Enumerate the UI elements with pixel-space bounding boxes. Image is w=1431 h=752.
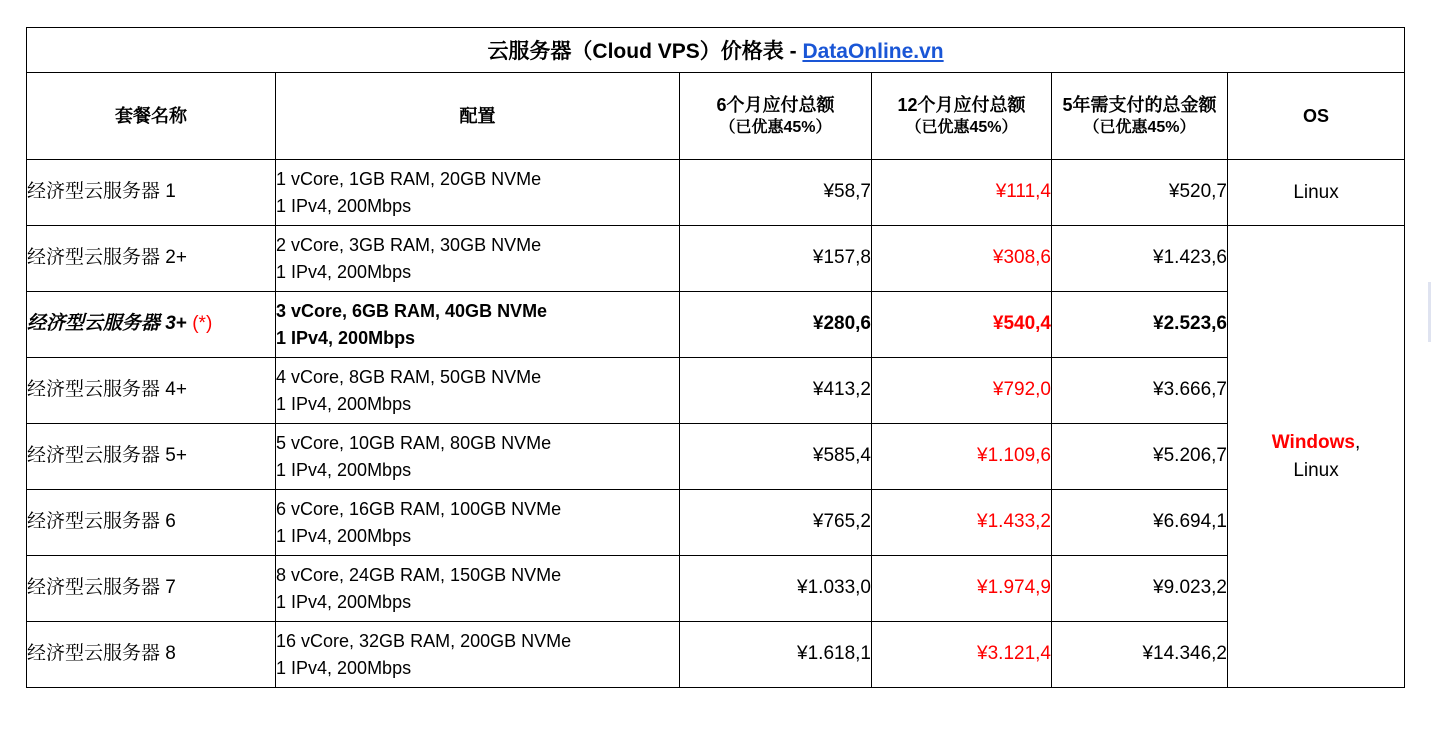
header-config: 配置 <box>276 73 680 160</box>
price-5-years: ¥2.523,6 <box>1052 292 1228 358</box>
header-os: OS <box>1228 73 1405 160</box>
price-12-months: ¥111,4 <box>872 160 1052 226</box>
package-config <box>276 226 680 292</box>
table-title <box>27 28 1405 73</box>
package-config <box>276 490 680 556</box>
config-line-2: 1 IPv4, 200Mbps <box>276 393 412 414</box>
table-row <box>27 556 1405 622</box>
table-row-highlighted <box>27 292 1405 358</box>
config-line-1: 16 vCore, 32GB RAM, 200GB NVMe <box>276 631 572 652</box>
package-name: 经济型云服务器 2+ <box>27 226 276 292</box>
package-name <box>27 292 276 358</box>
config-line-2: 1 IPv4, 200Mbps <box>276 261 412 282</box>
price-5-years: ¥14.346,2 <box>1052 622 1228 688</box>
price-5-years: ¥6.694,1 <box>1052 490 1228 556</box>
table-title-row <box>27 28 1405 73</box>
config-line-1: 4 vCore, 8GB RAM, 50GB NVMe <box>276 367 542 388</box>
price-12-months: ¥308,6 <box>872 226 1052 292</box>
package-name: 经济型云服务器 4+ <box>27 358 276 424</box>
header-price-12-months-sub: （已优惠45%） <box>905 119 1018 137</box>
header-price-5-years-main: 5年需支付的总金额 <box>1062 95 1217 116</box>
price-5-years: ¥9.023,2 <box>1052 556 1228 622</box>
header-price-12-months-main: 12个月应付总额 <box>897 95 1026 116</box>
package-name-plus: + <box>175 313 193 335</box>
config-line-1: 6 vCore, 16GB RAM, 100GB NVMe <box>276 499 562 520</box>
price-5-years: ¥520,7 <box>1052 160 1228 226</box>
config-line-2: 1 IPv4, 200Mbps <box>276 657 412 678</box>
price-6-months: ¥58,7 <box>680 160 872 226</box>
price-12-months: ¥1.433,2 <box>872 490 1052 556</box>
price-12-months: ¥1.974,9 <box>872 556 1052 622</box>
package-name-text: 经济型云服务器 3 <box>27 313 176 335</box>
config-line-2: 1 IPv4, 200Mbps <box>276 459 412 480</box>
header-price-12-months <box>872 73 1052 160</box>
package-name: 经济型云服务器 5+ <box>27 424 276 490</box>
table-row <box>27 622 1405 688</box>
price-6-months: ¥157,8 <box>680 226 872 292</box>
config-line-1: 2 vCore, 3GB RAM, 30GB NVMe <box>276 235 542 256</box>
config-line-1: 5 vCore, 10GB RAM, 80GB NVMe <box>276 433 552 454</box>
table-row <box>27 490 1405 556</box>
config-line-1: 3 vCore, 6GB RAM, 40GB NVMe <box>276 301 548 322</box>
os-windows-linux <box>1228 226 1405 688</box>
config-line-1: 8 vCore, 24GB RAM, 150GB NVMe <box>276 565 562 586</box>
cloud-vps-price-table <box>26 27 1405 688</box>
table-row <box>27 226 1405 292</box>
config-line-1: 1 vCore, 1GB RAM, 20GB NVMe <box>276 169 542 190</box>
header-price-6-months <box>680 73 872 160</box>
config-line-2: 1 IPv4, 200Mbps <box>276 327 416 348</box>
header-package-name: 套餐名称 <box>27 73 276 160</box>
package-name: 经济型云服务器 7 <box>27 556 276 622</box>
price-6-months: ¥585,4 <box>680 424 872 490</box>
config-line-2: 1 IPv4, 200Mbps <box>276 591 412 612</box>
os-windows-label: Windows <box>1271 431 1355 453</box>
package-name: 经济型云服务器 1 <box>27 160 276 226</box>
package-name: 经济型云服务器 8 <box>27 622 276 688</box>
price-12-months: ¥792,0 <box>872 358 1052 424</box>
package-config <box>276 424 680 490</box>
package-name-star: (*) <box>192 313 213 335</box>
package-config <box>276 358 680 424</box>
package-config <box>276 292 680 358</box>
os-linux: Linux <box>1228 160 1405 226</box>
price-6-months: ¥1.033,0 <box>680 556 872 622</box>
dataonline-link[interactable]: DataOnline.vn <box>802 40 944 63</box>
package-config <box>276 160 680 226</box>
package-name: 经济型云服务器 6 <box>27 490 276 556</box>
price-6-months: ¥413,2 <box>680 358 872 424</box>
table-header-row <box>27 73 1405 160</box>
price-12-months: ¥540,4 <box>872 292 1052 358</box>
header-price-5-years <box>1052 73 1228 160</box>
price-5-years: ¥3.666,7 <box>1052 358 1228 424</box>
os-separator: , <box>1355 431 1361 453</box>
price-6-months: ¥765,2 <box>680 490 872 556</box>
header-price-6-months-sub: （已优惠45%） <box>719 119 832 137</box>
price-5-years: ¥5.206,7 <box>1052 424 1228 490</box>
price-12-months: ¥3.121,4 <box>872 622 1052 688</box>
price-12-months: ¥1.109,6 <box>872 424 1052 490</box>
pricing-page <box>0 27 1431 752</box>
header-price-5-years-sub: （已优惠45%） <box>1083 119 1196 137</box>
config-line-2: 1 IPv4, 200Mbps <box>276 195 412 216</box>
package-config <box>276 622 680 688</box>
table-row <box>27 358 1405 424</box>
price-5-years: ¥1.423,6 <box>1052 226 1228 292</box>
price-6-months: ¥1.618,1 <box>680 622 872 688</box>
table-row <box>27 424 1405 490</box>
table-row <box>27 160 1405 226</box>
price-6-months: ¥280,6 <box>680 292 872 358</box>
table-title-text: 云服务器（Cloud VPS）价格表 - <box>487 40 803 63</box>
config-line-2: 1 IPv4, 200Mbps <box>276 525 412 546</box>
os-linux-label: Linux <box>1293 459 1339 481</box>
header-price-6-months-main: 6个月应付总额 <box>716 95 835 116</box>
package-config <box>276 556 680 622</box>
